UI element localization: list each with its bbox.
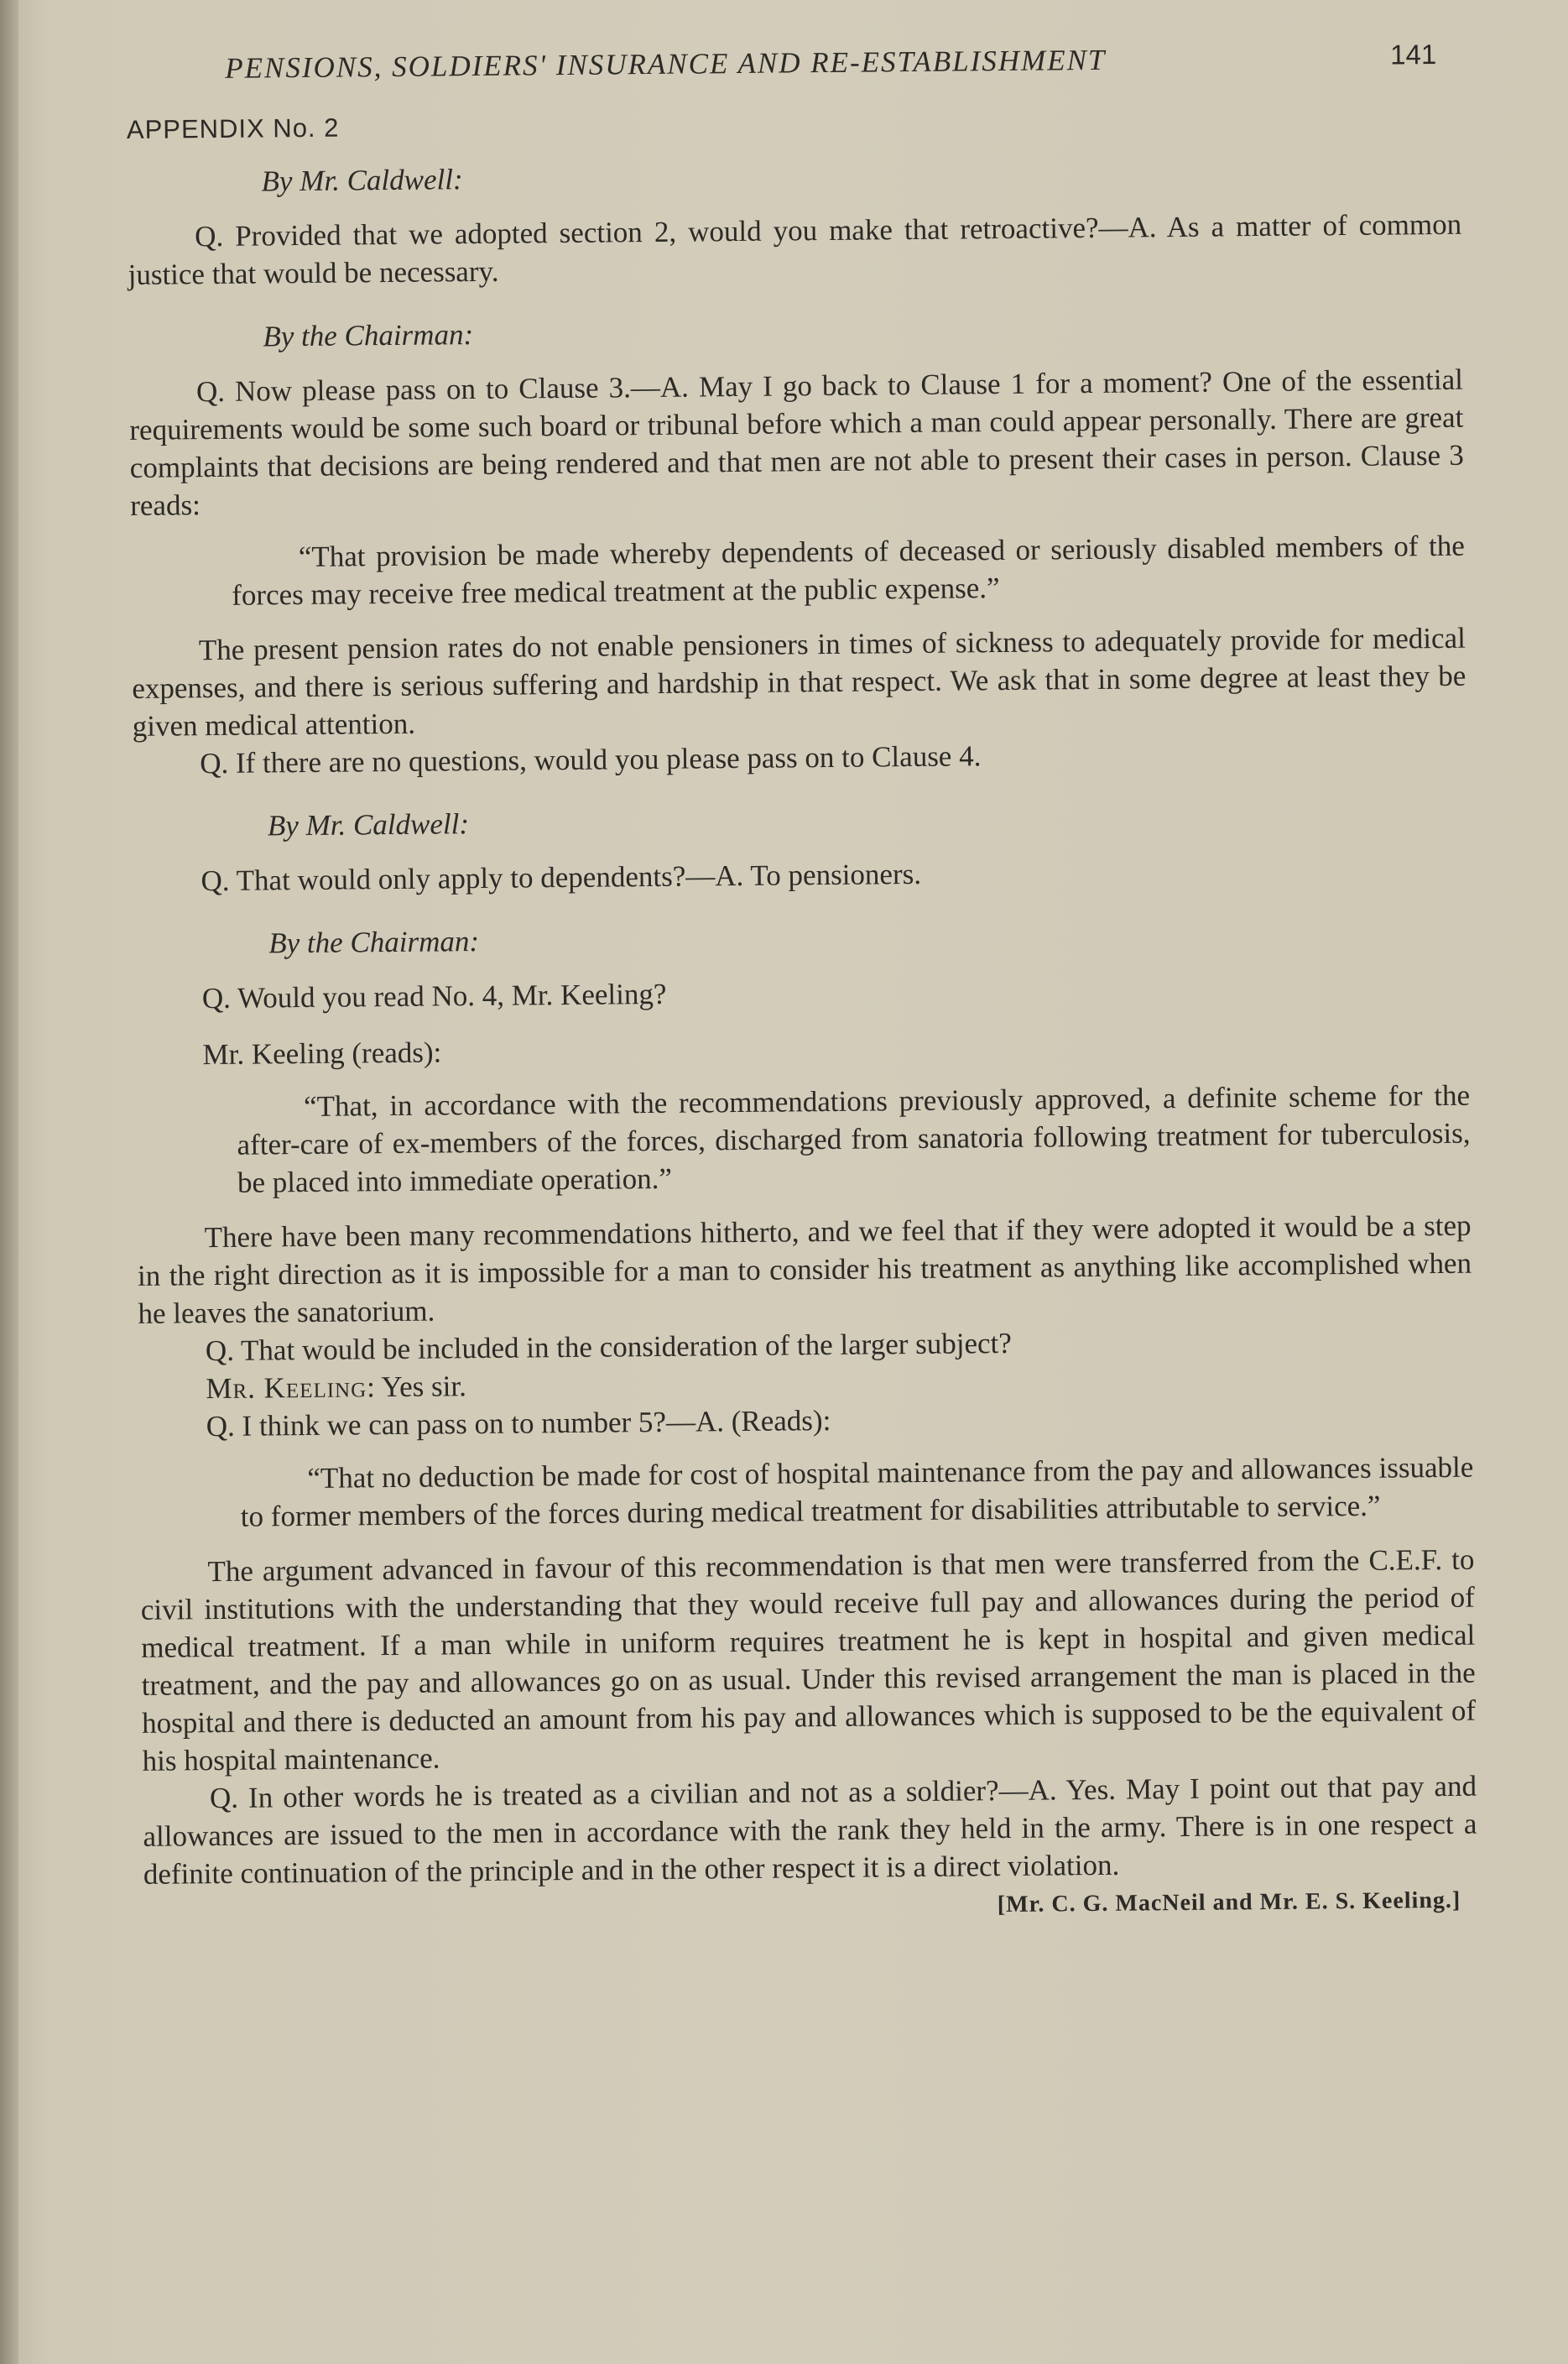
paragraph: The present pension rates do not enable pensioners in times of sickness to adequately provide for medical expenses, and there is serious suffering and hardship in that respect. We ask that in some degree at least they be given medical attention. xyxy=(132,621,1466,743)
paragraph: Q. Now please pass on to Clause 3.—A. May I go back to Clause 1 for a moment? One of the essential requirements would be some such board or tribunal before which a man could appear personally. There are great complaints that decisions are being rendered and that men are not able to present their cases in person. Clause 3 reads: xyxy=(129,363,1464,522)
paragraph: There have been many recommendations hitherto, and we feel that if they were adopted it would be a step in the right direction as it is impossible for a man to consider his treatment as anything like accomplished when he leaves the sanatorium. xyxy=(137,1208,1472,1330)
paragraph: Q. That would be included in the consideration of the larger subject? xyxy=(205,1326,1013,1368)
running-title: PENSIONS, SOLDIERS' INSURANCE AND RE-ESTABLISHMENT xyxy=(225,43,1107,85)
book-gutter xyxy=(0,0,18,2364)
speaker-heading: By the Chairman: xyxy=(268,925,480,960)
paragraph: Q. In other words he is treated as a civilian and not as a soldier?—A. Yes. May I point out that pay and allowances are issued to the men in accordance with the rank they held in the army. There is in one respect a definite continuation of the principle and in the other respect it is a direct violation. xyxy=(143,1769,1477,1891)
page-number: 141 xyxy=(1389,39,1437,70)
paragraph: Q. Would you read No. 4, Mr. Keeling? xyxy=(201,977,667,1015)
paragraph: Q. That would only apply to dependents?—A. To pensioners. xyxy=(201,857,922,898)
paragraph: Mr. Keeling (reads): xyxy=(202,1036,442,1072)
block-quote: “That no deduction be made for cost of hospital maintenance from the pay and allowances issuable to former members of the forces during medical treatment for disabilities attributable to service.” xyxy=(240,1450,1474,1533)
paragraph: Q. Provided that we adopted section 2, would you make that retroactive?—A. As a matter of common justice that would be necessary. xyxy=(128,207,1462,291)
speaker-heading: By Mr. Caldwell: xyxy=(261,163,463,198)
appendix-label: APPENDIX No. 2 xyxy=(126,112,340,144)
speakers-credit: [Mr. C. G. MacNeil and Mr. E. S. Keeling.] xyxy=(997,1887,1461,1918)
page-content xyxy=(126,34,1477,1927)
speaker-name: Mr. Keeling xyxy=(206,1370,367,1406)
paragraph: The argument advanced in favour of this recommendation is that men were transferred from the C.E.F. to civil institutions with the understanding that they would receive full pay and allowances during the period of medical treatment. If a man while in uniform requires treatment he is kept in hospital and given medical treatment, and the pay and allowances go on as usual. Under this revised arrangement the man is placed in the hospital and there is deducted an amount from his pay and allowances which is supposed to be the equivalent of his hospital maintenance. xyxy=(140,1542,1477,1777)
block-quote: “That provision be made whereby dependents of deceased or seriously disabled members of the forces may receive free medical treatment at the public expense.” xyxy=(232,529,1465,612)
speaker-reply: : Yes sir. xyxy=(366,1370,467,1404)
paragraph: Q. If there are no questions, would you please pass on to Clause 4. xyxy=(200,739,982,780)
block-quote: “That, in accordance with the recommendations previously approved, a definite scheme for the after-care of ex-members of the forces, discharged from sanatoria following treatment for tuberculosis, be placed into immediate operation.” xyxy=(237,1078,1471,1199)
speaker-heading: By the Chairman: xyxy=(263,318,474,353)
running-head xyxy=(126,34,1461,97)
speaker-heading: By Mr. Caldwell: xyxy=(267,807,470,843)
paragraph: Q. I think we can pass on to number 5?—A. (Reads): xyxy=(206,1404,831,1443)
